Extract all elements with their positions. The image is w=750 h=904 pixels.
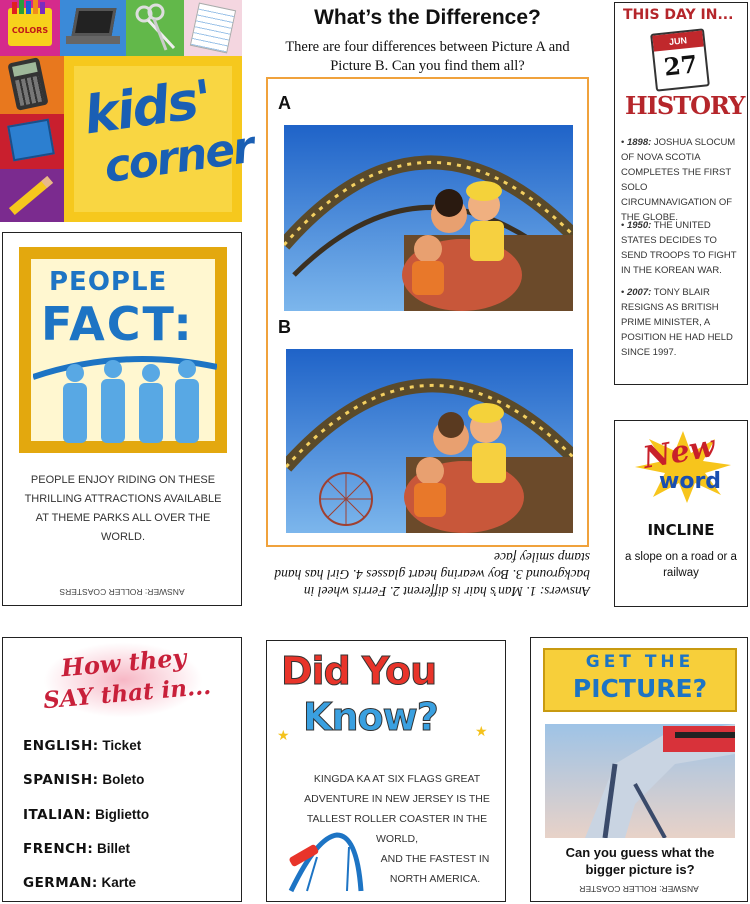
difference-answers: Answers: 1. Man’s hair is different 2. Ferris wheel in background 3. Boy wearing heart glasses 4. Girl has hand stamp smiley face <box>274 550 590 599</box>
did-you-know-logo <box>277 649 497 745</box>
say-word: Billet <box>97 841 131 856</box>
laptop-tile <box>60 0 126 56</box>
people-fact-text: PEOPLE ENJOY RIDING ON THESE THRILLING ATTRACTIONS AVAILABLE AT THEME PARKS ALL OVER THE WORLD. <box>24 474 222 543</box>
history-word: HISTORY <box>625 91 745 120</box>
new-word-definition: a slope on a road or a railway <box>625 551 737 579</box>
history-entry-3: • 2007: TONY BLAIR RESIGNS AS BRITISH PRIME MINISTER, A POSITION HE HAD HELD SINCE 1997. <box>621 287 733 358</box>
history-entry-1-year: 1898: <box>626 137 652 148</box>
kids-corner-line2: corner <box>101 121 256 194</box>
people-fact-line1: PEOPLE <box>49 267 168 297</box>
picture-a <box>284 125 573 311</box>
say-row-english <box>23 738 141 754</box>
scissors-icon <box>126 0 184 56</box>
people-fact-answer: ANSWER: ROLLER COASTERS <box>59 587 185 597</box>
picture-a-label: A <box>278 93 291 113</box>
crayons-tile <box>0 0 60 56</box>
say-row-spanish <box>23 772 144 788</box>
did-you-know-text: KINGDA KA AT SIX FLAGS GREAT ADVENTURE IN NEW JERSEY IS THE TALLEST ROLLER COASTER IN THE WORLD, <box>304 773 490 845</box>
did-you-know-text2: AND THE FASTEST IN NORTH AMERICA. <box>380 853 490 885</box>
picture-b-label: B <box>278 317 291 337</box>
mystery-picture <box>545 724 735 838</box>
difference-intro: There are four differences between Picture A and Picture B. Can you find them all? <box>285 39 570 74</box>
how-they-say-line1: How they <box>59 642 188 683</box>
notepad-tile <box>184 0 242 56</box>
star-icon: ★ <box>277 727 290 743</box>
difference-title: What’s the Difference? <box>314 6 541 29</box>
say-word: Karte <box>101 875 137 890</box>
how-they-say-box <box>2 637 242 902</box>
get-the-picture-line1: GET THE <box>585 652 695 672</box>
calculator-icon <box>7 57 48 111</box>
colors-label: COLORS <box>11 26 49 35</box>
say-row-italian <box>23 807 149 823</box>
calculator-tile <box>0 56 64 114</box>
say-word: Ticket <box>102 738 142 753</box>
say-lang: ITALIAN: <box>23 807 92 823</box>
say-lang: ENGLISH: <box>23 738 99 754</box>
people-fact-line2: FACT: <box>41 297 194 351</box>
star-icon: ★ <box>475 723 488 739</box>
difference-frame <box>266 77 589 547</box>
new-word-logo-new: New <box>640 428 718 477</box>
history-entry-2-text: THE UNITED STATES DECIDES TO SEND TROOPS TO FIGHT IN THE KOREAN WAR. <box>621 220 737 276</box>
this-day-in-history <box>614 2 748 385</box>
get-the-picture-line2: PICTURE? <box>572 674 708 703</box>
book-tile <box>0 114 64 169</box>
laptop-icon <box>72 8 117 36</box>
say-lang: SPANISH: <box>23 772 99 788</box>
scissors-tile <box>126 0 184 56</box>
did-you-know-line1: Did You <box>281 649 437 693</box>
history-entry-3-text: TONY BLAIR RESIGNS AS BRITISH PRIME MINISTER, A POSITION HE HAD HELD SINCE 1997. <box>621 287 733 358</box>
did-you-know-line2: Know? <box>303 695 438 739</box>
people-silhouettes-icon <box>33 347 217 443</box>
history-entry-2: • 1950: THE UNITED STATES DECIDES TO SEND TROOPS TO FIGHT IN THE KOREAN WAR. <box>621 220 737 276</box>
pencil-tile <box>0 169 64 222</box>
say-word: Boleto <box>102 772 145 787</box>
get-the-picture-logo <box>543 648 737 712</box>
get-the-picture-question: Can you guess what the bigger picture is? <box>565 845 715 877</box>
say-row-french <box>23 841 130 857</box>
kids-corner-line1: kids' <box>80 69 215 147</box>
calendar-day: 27 <box>662 49 699 82</box>
history-title: THIS DAY IN... <box>623 7 734 23</box>
history-entry-1: • 1898: JOSHUA SLOCUM OF NOVA SCOTIA COMPLETES THE FIRST SOLO CIRCUMNAVIGATION OF THE GLOBE. <box>621 137 736 223</box>
roller-coaster-icon <box>287 827 371 897</box>
new-word-box <box>614 420 748 607</box>
say-lang: GERMAN: <box>23 875 98 891</box>
notepad-icon <box>190 3 236 54</box>
history-entry-3-year: 2007: <box>626 287 652 298</box>
kids-corner-logo <box>0 0 256 222</box>
how-they-say-logo <box>33 642 213 718</box>
say-row-german <box>23 875 136 891</box>
history-entry-1-text: JOSHUA SLOCUM OF NOVA SCOTIA COMPLETES THE FIRST SOLO CIRCUMNAVIGATION OF THE GLOBE. <box>621 137 736 223</box>
say-lang: FRENCH: <box>23 841 94 857</box>
did-you-know-box <box>266 640 506 902</box>
how-they-say-line2: SAY that in... <box>42 672 212 715</box>
history-entry-2-year: 1950: <box>626 220 652 231</box>
book-icon <box>7 119 55 162</box>
calendar-month: JUN <box>652 31 703 52</box>
say-word: Biglietto <box>95 807 150 822</box>
people-fact-logo <box>19 247 227 453</box>
get-the-picture-box <box>530 637 748 902</box>
people-fact-box <box>2 232 242 606</box>
new-word-term: INCLINE <box>647 521 715 539</box>
picture-b <box>286 349 573 533</box>
calendar-icon <box>650 28 710 91</box>
new-word-logo <box>631 429 735 503</box>
pencil-icon <box>9 176 53 215</box>
kids-corner-brand <box>64 56 256 222</box>
new-word-logo-word: word <box>659 469 722 494</box>
get-the-picture-answer: ANSWER: ROLLER COASTER <box>579 884 699 894</box>
